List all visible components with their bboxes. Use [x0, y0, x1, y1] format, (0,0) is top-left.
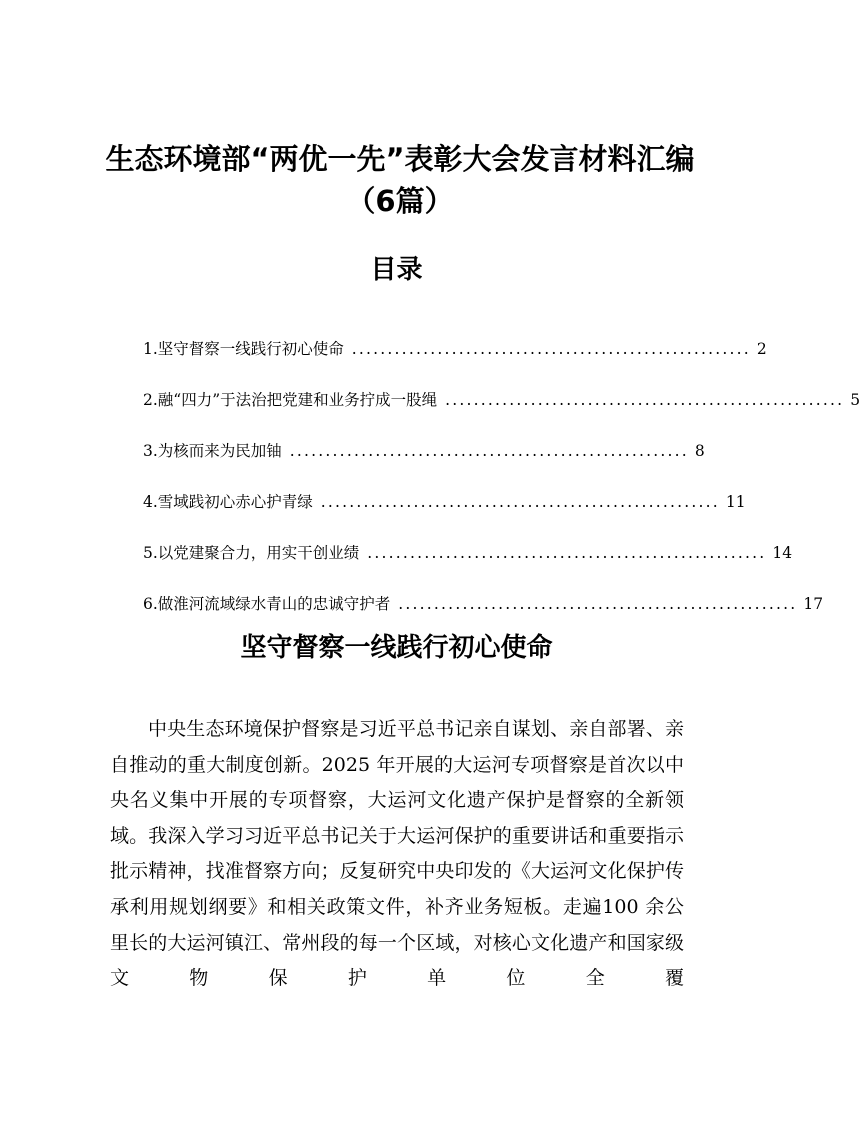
- toc-entry-label: 2.融“四力”于法治把党建和业务拧成一股绳: [143, 391, 438, 409]
- toc-entry[interactable]: [143, 538, 793, 589]
- toc-entry[interactable]: [143, 385, 861, 436]
- document-title: 生态环境部“两优一先”表彰大会发言材料汇编（6篇）: [105, 142, 695, 218]
- toc-entry-page: 17: [803, 595, 824, 613]
- toc-leader-dots: ........................................................: [289, 442, 689, 460]
- toc-entry-page: 8: [694, 442, 705, 460]
- toc-entry-label: 6.做淮河流域绿水青山的忠诚守护者: [143, 595, 391, 613]
- toc-heading: 目录: [370, 255, 423, 285]
- section-title: 坚守督察一线践行初心使命: [240, 633, 553, 663]
- toc-entry-label: 4.雪域践初心赤心护青绿: [143, 493, 313, 511]
- toc-leader-dots: ........................................................: [445, 391, 845, 409]
- toc-entry-page: 11: [725, 493, 746, 511]
- body-paragraph: 中央生态环境保护督察是习近平总书记亲自谋划、亲自部署、亲自推动的重大制度创新。2025 年开展的大运河专项督察是首次以中央名义集中开展的专项督察，大运河文化遗产保护是督察的全新领域。我深入学习习近平总书记关于大运河保护的重要讲话和重要指示批示精神，找准督察方向；反复研究中央印发的《大运河文化保护传承利用规划纲要》和相关政策文件，补齐业务短板。走遍100 余公里长的大运河镇江、常州段的每一个区域，对核心文化遗产和国家级文物保护单位全覆: [110, 718, 684, 990]
- toc-entry-page: 14: [772, 544, 793, 562]
- toc-leader-dots: ........................................................: [398, 595, 798, 613]
- toc-entry[interactable]: [143, 334, 767, 385]
- toc-entry[interactable]: [143, 436, 705, 487]
- toc-entry-page: 5: [850, 391, 861, 409]
- toc-leader-dots: ........................................................: [367, 544, 767, 562]
- toc-entry-label: 3.为核而来为民加铀: [143, 442, 282, 460]
- toc-entry-label: 5.以党建聚合力，用实干创业绩: [143, 544, 360, 562]
- toc-leader-dots: ........................................................: [320, 493, 720, 511]
- toc-entry-page: 2: [756, 340, 767, 358]
- toc-entry[interactable]: [143, 487, 746, 538]
- table-of-contents: [143, 334, 861, 640]
- toc-leader-dots: ........................................................: [351, 340, 751, 358]
- toc-entry-label: 1.坚守督察一线践行初心使命: [143, 340, 344, 358]
